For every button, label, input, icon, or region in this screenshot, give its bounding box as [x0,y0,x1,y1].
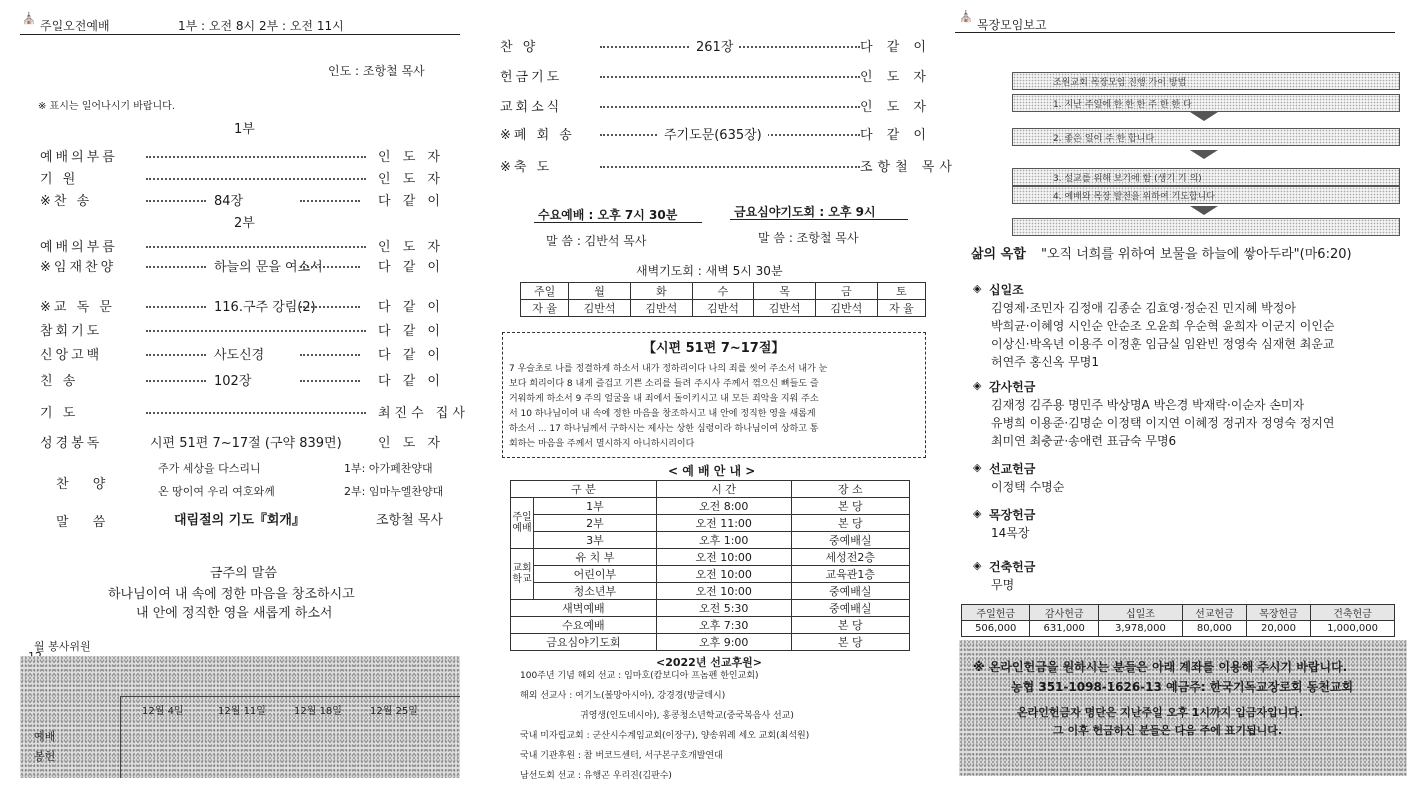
offering-totals-table [961,604,1395,637]
sermon-preacher: 조항철 목사 [376,513,443,528]
totals-value: 1,000,000 [1311,621,1395,637]
wed-service-title: 수요예배 : 오후 7시 30분 [538,208,678,222]
section-line: 이상신·박옥년 이용주 이정훈 임금실 임완빈 정영숙 심재현 최운교 [991,337,1335,351]
psalm-title: 【시편 51편 7~17절】 [643,341,785,356]
mission-line: 국내 기관후원 : 참 버코드센터, 서구본구호개발연대 [520,751,723,761]
servant-row-offering: 봉헌 [34,750,56,763]
guide-cell: 본 당 [791,617,909,634]
worship-leader: 인도 : 조항철 목사 [328,64,425,78]
worship-guide-table [510,480,910,651]
bank-account: 농협 351-1098-1626-13 예금주: 한국기독교장로회 동천교회 [1011,680,1354,694]
dawn-leader: 김반석 [754,300,816,317]
section-line: 허연주 홍신옥 무명1 [991,355,1100,369]
section-title: 선교헌금 [989,462,1036,476]
psalm-line: 보다 희리이다 8 내게 즐겁고 기쁜 소리를 들려 주시사 주께서 꺾으신 뼈들도 즐 [509,379,819,389]
leader-dots [300,306,360,308]
order-item: 84장 [210,190,247,209]
order-label: ※교 독 문 [40,300,115,315]
guide-cell: 어린이부 [534,566,657,583]
church-icon: ⛪ [22,12,36,25]
flow-step-text: 1. 지난 주일에 한 한 한 주 한 한 다 [1053,100,1192,110]
guide-group: 주일예배 [511,498,534,549]
section-line: 박희균·이혜영 시인순 안순조 오윤희 우순혁 윤희자 이군지 이인순 [991,319,1335,333]
psalm-line: 하소서 ... 17 하나님께서 구하시는 제사는 상한 심령이라 하나님이여 상하고 통 [509,424,819,434]
servant-date-4: 12월 25일 [370,706,418,717]
church-icon-right: ⛪ [959,10,973,23]
anthem1-title: 주가 세상을 다스리니 [158,462,261,475]
guide-cell: 본 당 [791,634,909,651]
order-responder: 다 같 이 [378,194,444,209]
verse-text: "오직 너희를 위하여 보물을 하늘에 쌓아두라"(마6:20) [1041,247,1352,262]
order-item: 261장 [690,36,739,55]
guide-cell: 유 치 부 [534,549,657,566]
section-line: 유병희 이용준·김명순 이정택 이지연 이혜정 정귀자 정영숙 정지연 [991,416,1335,430]
guide-group: 교회학교 [511,549,534,600]
guide-cell: 교육관1층 [791,566,909,583]
week-word-title: 금주의 말씀 [210,566,277,581]
guide-cell: 오전 10:00 [656,549,791,566]
order-label: 신앙고백 [40,348,103,363]
flow-step-text: 조원교회 목장모임 진행 가이 방법 [1053,78,1187,88]
guide-cell: 2부 [534,515,657,532]
guide-cell: 오후 1:00 [656,532,791,549]
week-word-line2: 내 안에 정직한 영을 새롭게 하소서 [136,606,333,621]
worship-info-panel [490,0,957,797]
online-note-2: 온라인헌금자 명단은 지난주일 오후 1시까지 입금자입니다. [1017,706,1304,719]
order-label: 기 도 [40,406,79,421]
order-label: ※폐 회 송 [500,128,575,143]
anthem2-title: 온 땅이여 우리 여호와께 [158,485,275,498]
stand-note: ※ 표시는 일어나시기 바랍니다. [38,101,176,112]
servant-title: 월 봉사위원 [34,640,91,653]
mission-line: 국내 미자립교회 : 군산시수계임교회(이장구), 양송위례 세오 교회(최석원) [520,731,810,741]
totals-value: 506,000 [962,621,1030,637]
section-title: 건축헌금 [989,560,1036,574]
left-header-times: 1부 : 오전 8시 2부 : 오전 11시 [178,19,344,33]
guide-cell: 오후 7:30 [656,617,791,634]
servant-date-1: 12월 4일 [142,706,184,717]
order-label: 예배의부름 [40,150,118,165]
order-label: 성경봉독 [40,436,103,451]
leader-dots [146,354,206,356]
order-responder: 다 같 이 [378,260,444,275]
leader-dots [300,200,360,202]
mission-line: 100주년 기념 해외 선교 : 임마호(캄보디아 프놈펜 한인교회) [520,671,759,681]
order-label: 예배의부름 [40,240,118,255]
leader-dots [146,306,206,308]
guide-header: 구 분 [511,481,657,498]
leader-dots [146,156,366,158]
guide-cell: 오전 11:00 [656,515,791,532]
order-item: 하늘의 문을 여소서 [210,256,327,275]
dawn-day: 수 [692,283,754,300]
guide-cell: 1부 [534,498,657,515]
order-item: 116.구주 강림(2) [210,296,320,315]
servant-date-3: 12월 18일 [294,706,342,717]
servant-table [20,656,460,778]
totals-header: 목장헌금 [1246,605,1310,621]
part1-heading: 1부 [234,122,255,137]
dawn-leader: 김반석 [692,300,754,317]
leader-dots [600,166,860,168]
section-line: 김재정 김주용 명민주 박상명A 박은경 박재락·이순자 손미자 [991,398,1305,412]
dawn-leader: 김반석 [630,300,692,317]
guide-cell: 중예배실 [791,532,909,549]
part2-heading: 2부 [234,216,255,231]
order-label: ※임재찬양 [40,260,117,275]
dawn-day: 월 [569,283,631,300]
leader-dots [146,266,206,268]
servant-date-2: 12월 11일 [218,706,266,717]
leader-dots [600,106,860,108]
guide-cell: 본 당 [791,515,909,532]
flow-step-text: 2. 좋은 일이 주 한 합니다 [1053,134,1155,144]
mission-title: <2022년 선교후원> [656,656,763,669]
leader-dots [146,380,206,382]
fri-service-title: 금요심야기도회 : 오후 9시 [734,205,876,219]
totals-value: 631,000 [1030,621,1098,637]
mission-line: 해외 선교사 : 여기노(볼망아시아), 강경경(방글데시) [520,691,726,701]
leader-dots [146,412,366,414]
sermon-title: 대림절의 기도『회개』 [174,513,305,528]
section-title: 목장헌금 [989,508,1036,522]
order-item: 102장 [210,370,255,389]
totals-header: 건축헌금 [1311,605,1395,621]
order-responder: 다 같 이 [378,324,444,339]
online-offering-notice [959,640,1407,776]
guide-cell: 금요심야기도회 [511,634,657,651]
offering-list-panel [955,0,1421,797]
psalm-line: 서 10 하나님이여 내 속에 정한 마음을 창조하시고 내 안에 정직한 영을 새롭게 [509,409,816,419]
order-responder: 최진수 집사 [378,406,469,421]
psalm-line: 회하는 마음을 주께서 멸시하지 아니하시리이다 [509,439,695,449]
anthem1-choir: 1부: 아가페찬양대 [344,462,433,475]
psalm-box [502,332,926,458]
leader-dots [146,330,366,332]
anthem2-choir: 2부: 임마누엘찬양대 [344,485,444,498]
left-header-title: 주일오전예배 [40,19,110,33]
anthem-label: 찬 양 [56,477,116,492]
week-word-line1: 하나님이여 내 속에 정한 마음을 창조하시고 [108,587,355,602]
order-responder: 다 같 이 [860,124,931,143]
order-responder: 인 도 자 [860,66,931,85]
order-item: 주기도문(635장) [658,124,768,143]
order-item: 시편 51편 7~17절 (구약 839면) [146,432,346,451]
guide-cell: 3부 [534,532,657,549]
psalm-line: 거워하게 하소서 9 주의 얼굴을 내 죄에서 돌이키시고 내 모든 죄악을 지워 주소 [509,394,819,404]
dawn-leader: 자 율 [877,300,925,317]
section-line: 무명 [991,578,1015,592]
diamond-icon: ◈ [973,507,982,520]
wed-sermon: 말 씀 : 김반석 목사 [546,234,647,248]
online-note-3: 그 이후 헌금하신 분들은 다음 주에 표기됩니다. [1053,724,1283,737]
dawn-prayer-table [520,282,926,317]
order-responder: 인 도 자 [378,240,444,255]
totals-header: 선교헌금 [1182,605,1246,621]
wed-title-rule [534,222,702,223]
diamond-icon: ◈ [973,461,982,474]
totals-header: 감사헌금 [1030,605,1098,621]
guide-cell: 수요예배 [511,617,657,634]
leader-dots [146,246,366,248]
online-note-1: ※ 온라인헌금을 원하시는 분들은 아래 계좌를 이용해 주시기 바랍니다. [973,660,1348,674]
section-line: 이정택 수명순 [991,480,1065,494]
section-line: 김영제·조민자 김정애 김종순 김효영·정순진 민지혜 박정아 [991,301,1296,315]
leader-dots [600,76,860,78]
order-label: 교회소식 [500,100,563,115]
totals-header: 주일헌금 [962,605,1030,621]
order-responder: 조항철 목사 [860,156,957,175]
order-responder: 인 도 자 [860,96,931,115]
guide-cell: 중예배실 [791,600,909,617]
dawn-day: 금 [815,283,877,300]
dawn-leader: 김반석 [815,300,877,317]
psalm-line: 7 우슬초로 나를 정결하게 하소서 내가 정하리이다 나의 죄를 씻어 주소서 내가 눈 [509,364,828,374]
order-label: 친 송 [40,374,79,389]
order-responder: 인 도 자 [378,150,444,165]
dawn-day: 토 [877,283,925,300]
guide-cell: 오전 10:00 [656,583,791,600]
leader-dots [146,200,206,202]
header-rule [20,34,460,35]
order-label: 기 원 [40,172,79,187]
guide-cell: 중예배실 [791,583,909,600]
guide-cell: 세성전2층 [791,549,909,566]
guide-cell: 새벽예배 [511,600,657,617]
section-title: 감사헌금 [989,380,1036,394]
guide-header: 시 간 [656,481,791,498]
dawn-leader: 자 율 [521,300,569,317]
order-responder: 인 도 자 [378,436,444,451]
guide-cell: 오후 9:00 [656,634,791,651]
fri-title-rule [730,219,908,220]
diamond-icon: ◈ [973,559,982,572]
guide-cell: 청소년부 [534,583,657,600]
flow-step-text: 4. 예배와 목장 발전을 위하여 기도합니다 [1053,192,1215,202]
servant-row-worship: 예배 [34,730,56,743]
guide-cell: 오전 8:00 [656,498,791,515]
diamond-icon: ◈ [973,379,982,392]
order-label: 찬 양 [500,40,539,55]
section-line: 14목장 [991,526,1030,540]
totals-header: 십일조 [1098,605,1182,621]
mission-line: 귀영생(인도네시아), 홍콩청소년학교(중국복음사 선교) [580,711,794,721]
section-title: 십일조 [989,283,1024,297]
guide-title: < 예 배 안 내 > [668,464,756,478]
dawn-leader: 김반석 [569,300,631,317]
guide-cell: 오전 10:00 [656,566,791,583]
totals-value: 80,000 [1182,621,1246,637]
order-label: 헌금기도 [500,70,563,85]
order-label: ※찬 송 [40,194,93,209]
diamond-icon: ◈ [973,282,982,295]
order-of-worship-panel [0,0,470,797]
order-label: ※축 도 [500,160,553,175]
dawn-day: 화 [630,283,692,300]
totals-value: 3,978,000 [1098,621,1182,637]
leader-dots [300,266,360,268]
mission-line: 남선도회 선교 : 유행곤 우리진(김판수) [520,771,672,781]
order-responder: 다 같 이 [378,300,444,315]
order-item: 사도신경 [210,344,268,363]
totals-value: 20,000 [1246,621,1310,637]
order-responder: 인 도 자 [378,172,444,187]
dawn-service-title: 새벽기도회 : 새벽 5시 30분 [636,264,783,278]
guide-cell: 오전 5:30 [656,600,791,617]
section-line: 최미연 최충균·송애련 표금숙 무명6 [991,434,1177,448]
order-label: 참회기도 [40,324,103,339]
leader-dots [146,178,366,180]
dawn-day: 목 [754,283,816,300]
order-responder: 다 같 이 [378,348,444,363]
guide-header: 장 소 [791,481,909,498]
dawn-day: 주일 [521,283,569,300]
fri-sermon: 말 씀 : 조항철 목사 [758,231,859,245]
right-header-title: 목장모임보고 [977,18,1047,32]
verse-label: 삶의 옥합 [971,247,1026,262]
sermon-label: 말 씀 [56,515,116,530]
leader-dots [300,380,360,382]
leader-dots [300,354,360,356]
flow-step-text: 3. 설교를 위해 보기에 함 (생기 기 의) [1053,174,1202,184]
guide-cell: 본 당 [791,498,909,515]
order-responder: 다 같 이 [378,374,444,389]
order-responder: 다 같 이 [860,36,931,55]
